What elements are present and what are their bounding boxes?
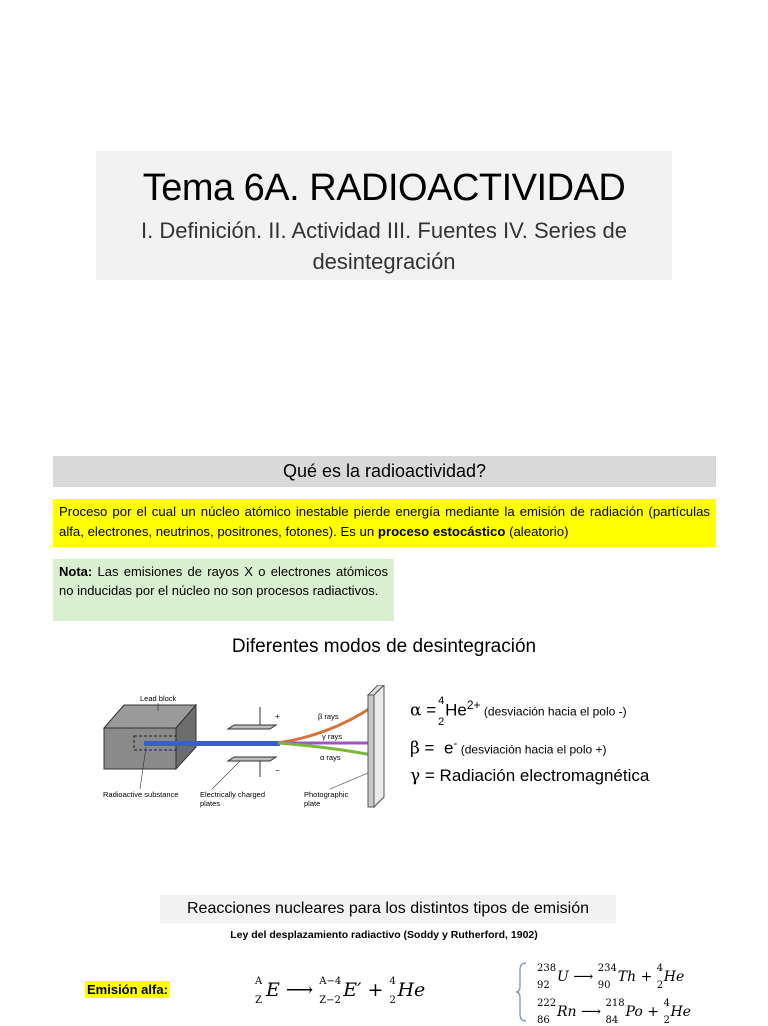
photographic-plate [368,695,374,807]
element-e-prime: E [343,979,358,1001]
beta-formula [410,736,607,759]
electron-symbol: e [443,738,454,758]
equals: = [421,700,437,720]
plates-label-line1: Electrically charged [200,790,266,799]
alpha-general-equation [255,978,425,1004]
he-element: He [397,979,426,1001]
modes-heading: Diferentes modos de desintegración [231,636,537,657]
th-symbol: Th [617,969,637,985]
he-isotope-indices [436,695,445,729]
particle-beam [144,741,280,746]
plus: + [640,969,653,985]
photo-plate-label-line2: plate [304,799,321,808]
u-number: 92 [537,980,550,991]
alpha-emission-label: Emisión alfa: [87,982,168,997]
gamma-rays-label: γ rays [322,732,343,741]
mass-a-minus-4: A−4 [319,976,342,987]
definition-text-2: (aleatorio) [505,524,569,539]
lead-block-label: Lead block [140,694,177,703]
page-subtitle: I. Definición. II. Actividad III. Fuentes IV. Series de desintegración [141,218,627,274]
he-mass: 4 [663,998,670,1009]
equals: = [419,738,444,758]
rn-symbol: Rn [557,1004,577,1020]
definition-bold: proceso estocástico [377,524,506,539]
po-mass: 218 [605,998,625,1009]
plates-label-line2: plates [200,799,221,808]
he-atomic-number: 2 [438,716,445,729]
he-symbol: He [663,969,685,985]
definition-text-1: Proceso por el cual un núcleo atómico inestable pierde energía mediante la emisión de radiación (partículas alfa, electrones, neutrinos, positrones, fotones). Es un [59,504,710,539]
alpha-rays-label: α rays [320,753,341,762]
displacement-law: Ley del desplazamiento radiactivo (Soddy y Rutherford, 1902) [230,929,538,941]
he-number: 2 [663,1015,670,1026]
he-mass: 4 [389,976,396,987]
rn-number: 86 [537,1015,550,1026]
gamma-symbol: γ [410,766,421,786]
plus: + [647,1004,660,1020]
definition-box [53,499,716,547]
number-z: Z [255,995,262,1006]
alpha-note: (desviación hacia el polo -) [480,704,627,719]
brace-icon [516,962,528,1022]
arrow: ⟶ [581,1004,602,1020]
th-number: 90 [597,980,611,991]
element-e: E [266,979,280,1001]
decay-diagram [100,685,400,815]
section-heading: Qué es la radioactividad? [53,456,716,487]
alpha-symbol: α [410,700,422,721]
note-box [53,559,394,621]
alpha-formula [410,695,627,729]
he-symbol: He [445,700,467,720]
beta-rays-label: β rays [318,712,339,721]
he-mass: 4 [656,963,664,974]
beta-symbol: β [410,738,420,759]
note-label: Nota: [59,564,93,579]
lead-block [104,705,196,769]
radioactive-substance-label: Radioactive substance [103,790,179,799]
radon-decay [537,1000,691,1024]
po-symbol: Po [625,1004,643,1020]
he-number: 2 [389,995,396,1006]
electron-charge: - [453,736,458,750]
photo-plate-label-line1: Photographic [304,790,349,799]
po-number: 84 [605,1015,619,1026]
arrow: ⟶ [573,969,594,985]
arrow: ⟶ [285,979,314,1001]
he-number: 2 [656,980,664,991]
u-mass: 238 [537,963,557,974]
prime: ′ [357,979,362,1001]
gamma-formula [410,766,649,786]
reactions-heading: Reacciones nucleares para los distintos tipos de emisión [160,895,616,923]
plus-sign: + [275,712,280,721]
rn-mass: 222 [537,998,557,1009]
he-mass-number: 4 [438,695,445,708]
number-z-minus-2: Z−2 [319,995,341,1006]
gamma-text: = Radiación electromagnética [420,766,650,785]
plus: + [367,979,384,1001]
he-charge: 2+ [466,698,481,712]
mass-a: A [255,976,263,987]
title-block [96,151,672,280]
page-title: Tema 6A. RADIOACTIVIDAD [142,167,626,209]
uranium-decay [537,965,684,989]
u-symbol: U [557,969,569,985]
note-text: Las emisiones de rayos X o electrones atómicos no inducidas por el núcleo no son procesos radiactivos. [59,564,388,598]
he-symbol: He [670,1004,691,1020]
minus-sign: − [275,766,280,775]
beta-note: (desviación hacia el polo +) [457,742,607,757]
th-mass: 234 [597,963,617,974]
